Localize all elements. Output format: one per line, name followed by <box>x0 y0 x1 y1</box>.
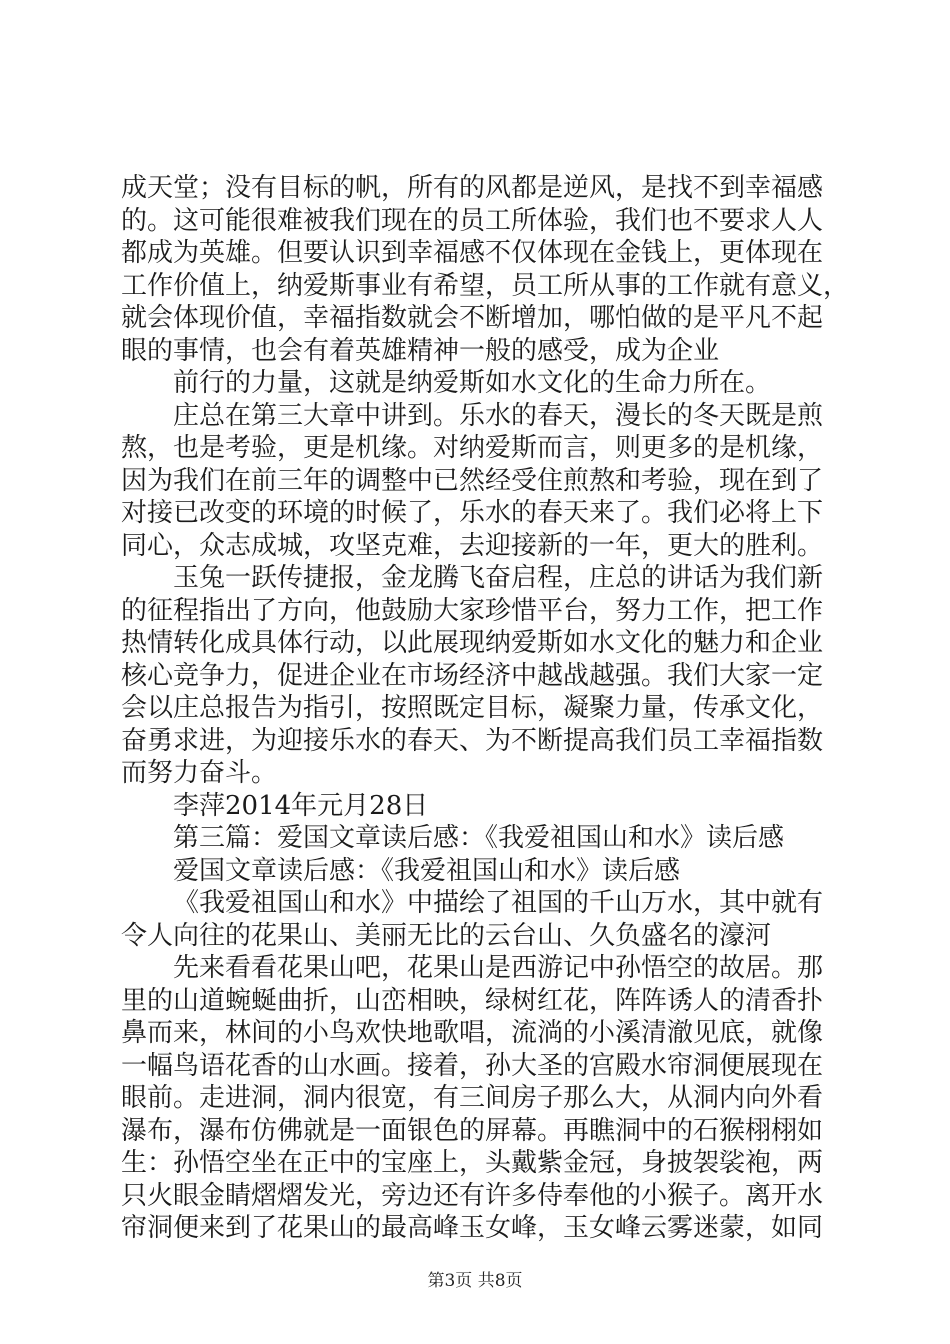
text-line: 核心竞争力，促进企业在市场经济中越战越强。我们大家一定 <box>121 660 824 691</box>
text-line: 奋勇求进，为迎接乐水的春天、为不断提高我们员工幸福指数 <box>121 725 824 756</box>
signature-line: 李萍2014年元月28日 <box>173 790 429 821</box>
text-line: 成天堂；没有目标的帆，所有的风都是逆风，是找不到幸福感 <box>121 173 824 203</box>
text-line: 鼻而来，林间的小鸟欢快地歌唱，流淌的小溪清澈见底，就像 <box>121 1018 824 1048</box>
text-line: 一幅鸟语花香的山水画。接着，孙大圣的宫殿水帘洞便展现在 <box>121 1050 824 1081</box>
text-line: 帘洞便来到了花果山的最高峰玉女峰，玉女峰云雾迷蒙，如同 <box>121 1213 824 1243</box>
text-line: 就会体现价值，幸福指数就会不断增加，哪怕做的是平凡不起 <box>121 303 824 333</box>
section-heading: 第三篇：爱国文章读后感：《我爱祖国山和水》读后感 <box>173 823 785 853</box>
text-line: 而努力奋斗。 <box>121 758 278 788</box>
article-title: 爱国文章读后感：《我爱祖国山和水》读后感 <box>173 855 681 886</box>
text-line: 的。这可能很难被我们现在的员工所体验，我们也不要求人人 <box>121 205 824 236</box>
text-line: 熬，也是考验，更是机缘。对纳爱斯而言，则更多的是机缘， <box>121 433 824 463</box>
text-line: 先来看看花果山吧，花果山是西游记中孙悟空的故居。那 <box>173 953 824 983</box>
text-line: 庄总在第三大章中讲到。乐水的春天，漫长的冬天既是煎 <box>173 400 824 431</box>
text-line: 只火眼金睛熠熠发光，旁边还有许多侍奉他的小猴子。离开水 <box>121 1180 824 1211</box>
text-line: 因为我们在前三年的调整中已然经受住煎熬和考验，现在到了 <box>121 465 824 496</box>
text-line: 都成为英雄。但要认识到幸福感不仅体现在金钱上，更体现在 <box>121 238 824 268</box>
text-line: 瀑布，瀑布仿佛就是一面银色的屏幕。再瞧洞中的石猴栩栩如 <box>121 1115 824 1146</box>
page-number: 第3页 共8页 <box>427 1271 523 1291</box>
text-line: 热情转化成具体行动，以此展现纳爱斯如水文化的魅力和企业 <box>121 628 824 658</box>
text-line: 前行的力量，这就是纳爱斯如水文化的生命力所在。 <box>173 368 772 398</box>
text-line: 令人向往的花果山、美丽无比的云台山、久负盛名的濠河 <box>121 920 772 951</box>
text-line: 工作价值上，纳爱斯事业有希望，员工所从事的工作就有意义， <box>121 270 850 301</box>
text-line: 眼的事情，也会有着英雄精神一般的感受，成为企业 <box>121 335 720 366</box>
text-line: 《我爱祖国山和水》中描绘了祖国的千山万水，其中就有 <box>173 888 824 918</box>
text-line: 同心，众志成城，攻坚克难，去迎接新的一年，更大的胜利。 <box>121 530 824 561</box>
text-line: 生：孙悟空坐在正中的宝座上，头戴紫金冠，身披袈裟袍，两 <box>121 1148 824 1178</box>
text-line: 对接已改变的环境的时候了，乐水的春天来了。我们必将上下 <box>121 498 824 528</box>
text-line: 玉兔一跃传捷报，金龙腾飞奋启程，庄总的讲话为我们新 <box>173 563 824 593</box>
text-line: 的征程指出了方向，他鼓励大家珍惜平台，努力工作，把工作 <box>121 595 824 626</box>
text-line: 眼前。走进洞，洞内很宽，有三间房子那么大，从洞内向外看 <box>121 1083 824 1113</box>
text-line: 会以庄总报告为指引，按照既定目标，凝聚力量，传承文化， <box>121 693 824 723</box>
text-line: 里的山道蜿蜒曲折，山峦相映，绿树红花，阵阵诱人的清香扑 <box>121 985 824 1016</box>
